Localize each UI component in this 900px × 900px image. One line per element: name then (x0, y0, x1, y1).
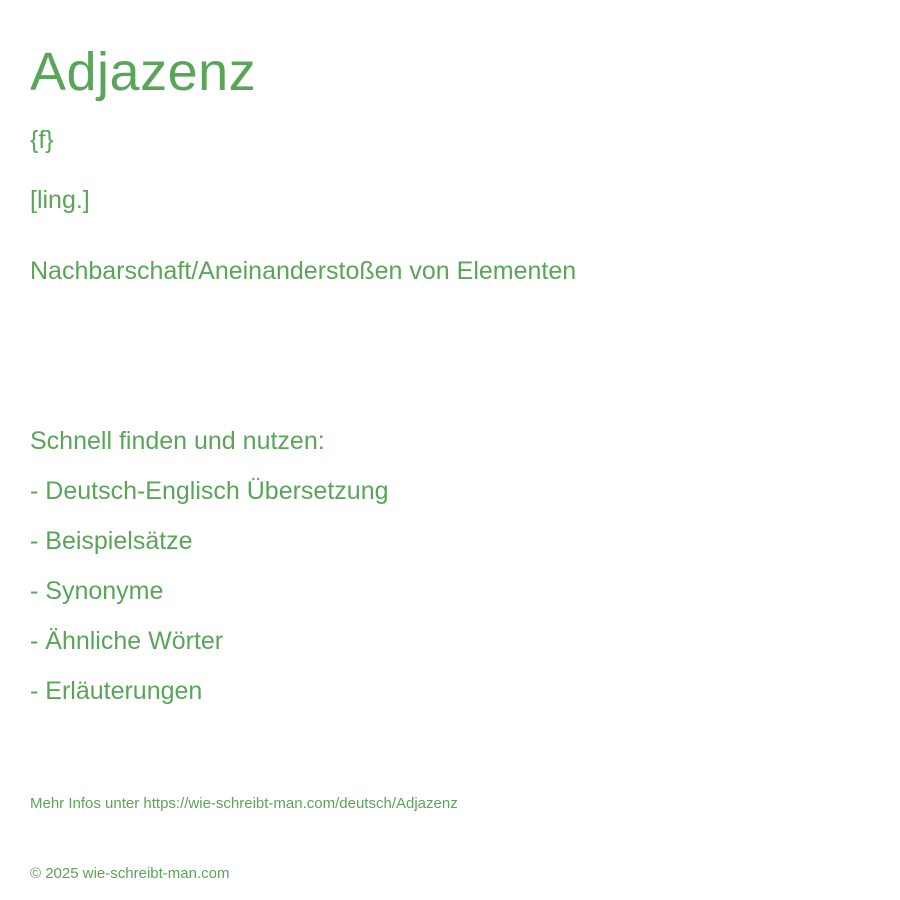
list-item-synonyms: - Synonyme (30, 577, 164, 605)
more-info-link-text: Mehr Infos unter https://wie-schreibt-man.com/deutsch/Adjazenz (30, 795, 458, 812)
grammatical-gender: {f} (30, 126, 54, 154)
quick-find-list (30, 476, 389, 726)
entry-word-title: Adjazenz (30, 42, 257, 102)
copyright-notice: © 2025 wie-schreibt-man.com (30, 865, 230, 882)
list-item-example-sentences: - Beispielsätze (30, 527, 193, 555)
quick-find-heading: Schnell finden und nutzen: (30, 427, 325, 455)
subject-domain-label: [ling.] (30, 186, 90, 214)
list-item-similar-words: - Ähnliche Wörter (30, 627, 224, 655)
list-item-translation: - Deutsch-Englisch Übersetzung (30, 477, 389, 505)
list-item-explanations: - Erläuterungen (30, 677, 203, 705)
definition-text: Nachbarschaft/Aneinanderstoßen von Elementen (30, 257, 577, 285)
